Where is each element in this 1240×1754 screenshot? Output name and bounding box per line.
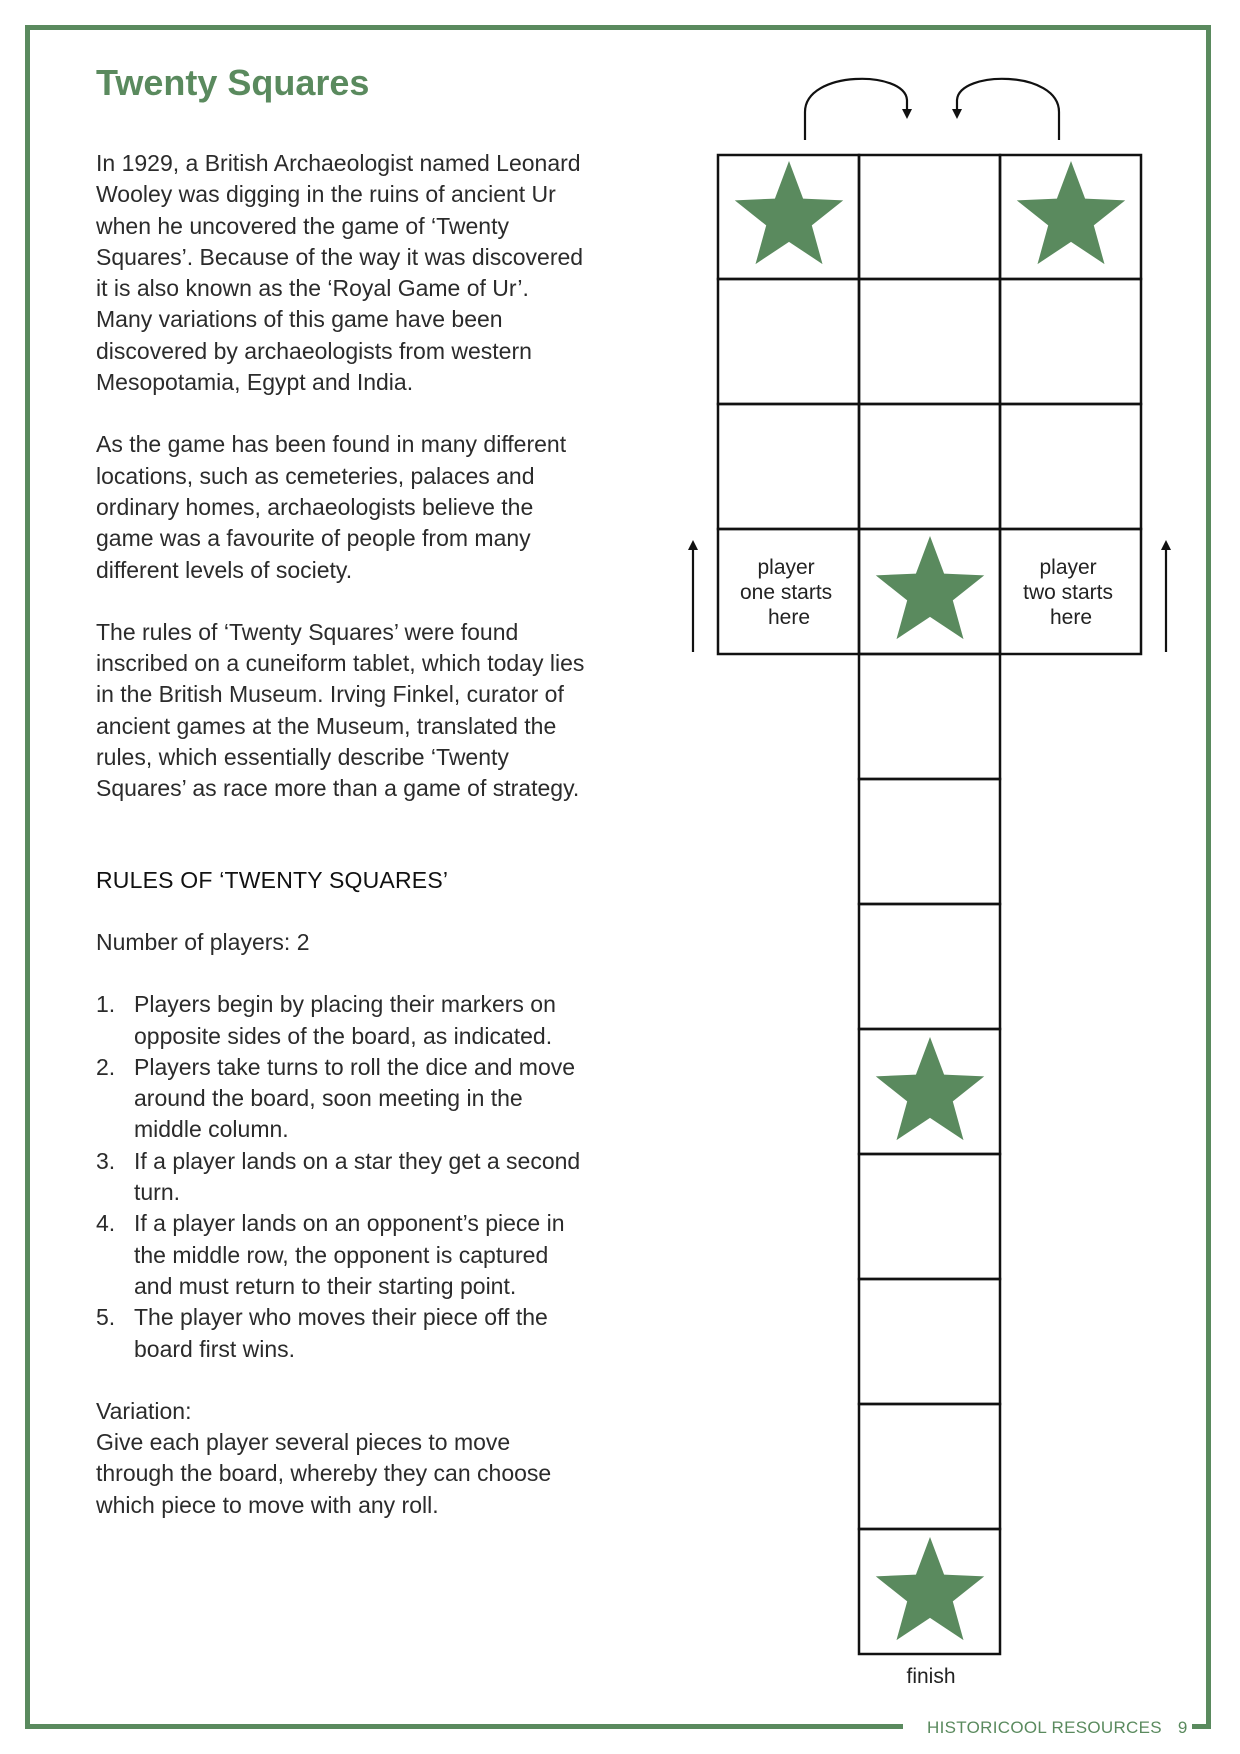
page-title: Twenty Squares — [96, 62, 370, 103]
star-icon — [1017, 161, 1125, 264]
board-cell — [1000, 279, 1141, 404]
star-icon — [735, 161, 843, 264]
star-icon — [876, 1537, 984, 1640]
finish-label: finish — [906, 1665, 956, 1688]
rule-number: 5. — [96, 1304, 116, 1331]
board-cell — [859, 404, 1000, 529]
board-cells — [718, 155, 1141, 1654]
board-cell — [859, 1404, 1000, 1529]
board-cell — [859, 1154, 1000, 1279]
board-cell — [859, 904, 1000, 1029]
variation-text: Give each player several pieces to move through the board, whereby they can choose which piece to move with any roll. — [96, 1429, 552, 1518]
rule-text: If a player lands on a star they get a second turn. — [134, 1147, 581, 1206]
board-cell — [859, 155, 1000, 279]
board-cell — [1000, 404, 1141, 529]
board-cell — [859, 654, 1000, 779]
rule-text: Players take turns to roll the dice and move around the board, soon meeting in the middle column. — [134, 1053, 576, 1143]
variation-label: Variation: — [96, 1397, 192, 1424]
rule-number: 3. — [96, 1147, 116, 1174]
rules-heading: RULES OF ‘TWENTY SQUARES’ — [96, 866, 449, 893]
rule-text: Players begin by placing their markers on opposite sides of the board, as indicated. — [134, 991, 556, 1049]
rules-history-paragraph: The rules of ‘Twenty Squares’ were found inscribed on a cuneiform tablet, which today lies in the British Museum. Irving Finkel, curator of ancient games at the Museum, translated the rules, which essentially describe ‘Twenty Squares’ as race more than a game of strategy. — [96, 618, 585, 802]
player-one-label: player one starts here — [739, 556, 833, 629]
star-icon — [876, 1037, 984, 1140]
intro-paragraph: In 1929, a British Archaeologist named Leonard Wooley was digging in the ruins of ancient Ur when he uncovered the game of ‘Twenty Squares’. Because of the way it was discovered it is also known as the ‘Royal Game of Ur’. Many variations of this game have been discovered by archaeologists from western Mesopotamia, Egypt and India. — [96, 150, 584, 396]
rule-number: 1. — [96, 991, 116, 1018]
locations-paragraph: As the game has been found in many different locations, such as cemeteries, palaces and ordinary homes, archaeologists believe the game was a favourite of people from many different levels of society. — [96, 431, 567, 583]
board-cell — [859, 279, 1000, 404]
board-cell — [718, 404, 859, 529]
rule-number: 4. — [96, 1210, 116, 1237]
star-icon — [876, 536, 984, 639]
board-cell — [859, 779, 1000, 904]
rule-number: 2. — [96, 1053, 116, 1080]
curved-arrow-right-icon — [805, 79, 907, 140]
players-count: Number of players: 2 — [96, 928, 310, 955]
board-cell — [718, 279, 859, 404]
player-two-label: player two starts here — [1023, 556, 1114, 629]
rule-text: If a player lands on an opponent’s piece in the middle row, the opponent is captured and must return to their starting point. — [134, 1210, 565, 1299]
rule-text: The player who moves their piece off the board first wins. — [134, 1304, 548, 1362]
footer-brand: HISTORICOOL RESOURCES — [927, 1718, 1162, 1737]
page-number: 9 — [1177, 1718, 1188, 1737]
curved-arrow-left-icon — [957, 79, 1059, 140]
board-cell — [859, 1279, 1000, 1404]
